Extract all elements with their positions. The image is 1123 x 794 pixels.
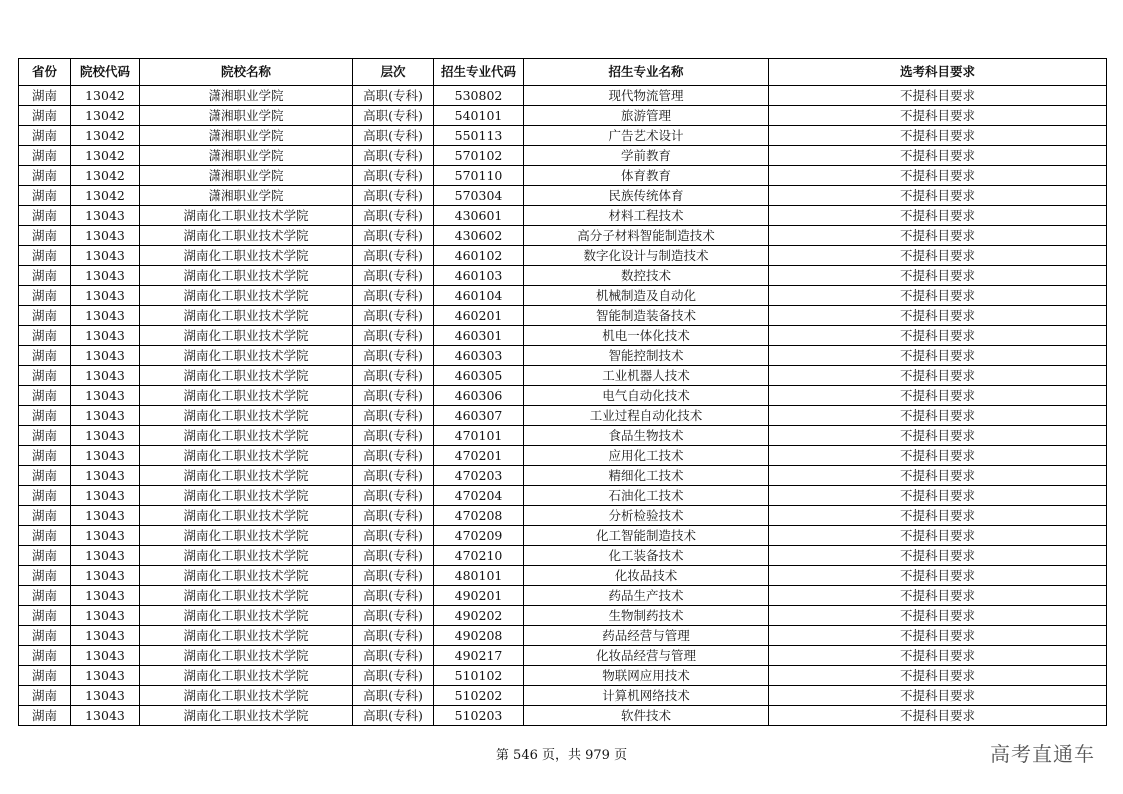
cell-major-code: 470101 (434, 426, 524, 446)
cell-major-code: 530802 (434, 86, 524, 106)
cell-subject-requirement: 不提科目要求 (769, 326, 1107, 346)
cell-school-code: 13043 (71, 606, 140, 626)
cell-school-code: 13043 (71, 426, 140, 446)
cell-major-name: 现代物流管理 (524, 86, 769, 106)
cell-subject-requirement: 不提科目要求 (769, 386, 1107, 406)
table-row (19, 646, 1107, 666)
cell-major-name: 生物制药技术 (524, 606, 769, 626)
cell-major-code: 460305 (434, 366, 524, 386)
cell-major-code: 460104 (434, 286, 524, 306)
cell-major-name: 广告艺术设计 (524, 126, 769, 146)
cell-level: 高职(专科) (353, 146, 434, 166)
page-number: 第 546 页，共 979 页 (495, 748, 628, 763)
table-row (19, 486, 1107, 506)
cell-school-code: 13043 (71, 366, 140, 386)
table-row (19, 306, 1107, 326)
watermark-logo: 高考直通车 (990, 742, 1095, 766)
cell-province: 湖南 (19, 626, 71, 646)
cell-province: 湖南 (19, 686, 71, 706)
cell-school-name: 湖南化工职业技术学院 (140, 506, 353, 526)
cell-school-code: 13043 (71, 306, 140, 326)
cell-major-code: 510203 (434, 706, 524, 726)
cell-province: 湖南 (19, 366, 71, 386)
cell-school-name: 湖南化工职业技术学院 (140, 346, 353, 366)
table-row (19, 346, 1107, 366)
cell-subject-requirement: 不提科目要求 (769, 506, 1107, 526)
cell-level: 高职(专科) (353, 266, 434, 286)
cell-subject-requirement: 不提科目要求 (769, 466, 1107, 486)
cell-major-name: 材料工程技术 (524, 206, 769, 226)
admission-table (18, 58, 1107, 726)
header-major-name: 招生专业名称 (524, 59, 769, 86)
cell-level: 高职(专科) (353, 206, 434, 226)
header-major-code: 招生专业代码 (434, 59, 524, 86)
cell-school-code: 13043 (71, 446, 140, 466)
cell-level: 高职(专科) (353, 466, 434, 486)
cell-province: 湖南 (19, 266, 71, 286)
table-row (19, 206, 1107, 226)
cell-school-code: 13043 (71, 486, 140, 506)
cell-major-name: 学前教育 (524, 146, 769, 166)
cell-school-name: 湖南化工职业技术学院 (140, 626, 353, 646)
table-row (19, 566, 1107, 586)
cell-level: 高职(专科) (353, 166, 434, 186)
cell-province: 湖南 (19, 306, 71, 326)
cell-major-code: 550113 (434, 126, 524, 146)
table-row (19, 386, 1107, 406)
cell-major-code: 570102 (434, 146, 524, 166)
cell-level: 高职(专科) (353, 546, 434, 566)
table-row (19, 126, 1107, 146)
cell-major-name: 应用化工技术 (524, 446, 769, 466)
cell-school-name: 湖南化工职业技术学院 (140, 566, 353, 586)
cell-school-code: 13043 (71, 266, 140, 286)
cell-subject-requirement: 不提科目要求 (769, 426, 1107, 446)
cell-school-code: 13043 (71, 206, 140, 226)
cell-level: 高职(专科) (353, 506, 434, 526)
cell-school-code: 13043 (71, 706, 140, 726)
cell-school-code: 13043 (71, 626, 140, 646)
cell-school-name: 湖南化工职业技术学院 (140, 266, 353, 286)
cell-major-code: 430601 (434, 206, 524, 226)
cell-school-name: 湖南化工职业技术学院 (140, 706, 353, 726)
cell-province: 湖南 (19, 126, 71, 146)
cell-province: 湖南 (19, 606, 71, 626)
table-row (19, 226, 1107, 246)
table-row (19, 526, 1107, 546)
cell-major-code: 460303 (434, 346, 524, 366)
cell-major-name: 工业过程自动化技术 (524, 406, 769, 426)
cell-major-name: 药品经营与管理 (524, 626, 769, 646)
cell-province: 湖南 (19, 506, 71, 526)
cell-level: 高职(专科) (353, 186, 434, 206)
header-school-code: 院校代码 (71, 59, 140, 86)
cell-major-code: 430602 (434, 226, 524, 246)
cell-level: 高职(专科) (353, 446, 434, 466)
cell-province: 湖南 (19, 406, 71, 426)
cell-major-code: 470204 (434, 486, 524, 506)
cell-school-name: 湖南化工职业技术学院 (140, 486, 353, 506)
cell-level: 高职(专科) (353, 666, 434, 686)
cell-province: 湖南 (19, 526, 71, 546)
cell-major-name: 计算机网络技术 (524, 686, 769, 706)
cell-level: 高职(专科) (353, 646, 434, 666)
cell-school-name: 湖南化工职业技术学院 (140, 586, 353, 606)
cell-school-code: 13042 (71, 126, 140, 146)
table-row (19, 246, 1107, 266)
cell-school-code: 13043 (71, 546, 140, 566)
header-province: 省份 (19, 59, 71, 86)
cell-school-code: 13042 (71, 186, 140, 206)
cell-school-name: 湖南化工职业技术学院 (140, 226, 353, 246)
cell-level: 高职(专科) (353, 566, 434, 586)
cell-province: 湖南 (19, 386, 71, 406)
table-row (19, 406, 1107, 426)
cell-major-code: 460103 (434, 266, 524, 286)
table-row (19, 106, 1107, 126)
table-row (19, 146, 1107, 166)
cell-major-name: 数字化设计与制造技术 (524, 246, 769, 266)
cell-major-name: 工业机器人技术 (524, 366, 769, 386)
cell-school-name: 潇湘职业学院 (140, 166, 353, 186)
header-school-name: 院校名称 (140, 59, 353, 86)
table-row (19, 366, 1107, 386)
cell-province: 湖南 (19, 346, 71, 366)
cell-school-name: 湖南化工职业技术学院 (140, 206, 353, 226)
cell-major-code: 490208 (434, 626, 524, 646)
cell-school-name: 湖南化工职业技术学院 (140, 446, 353, 466)
cell-school-code: 13043 (71, 326, 140, 346)
cell-major-name: 石油化工技术 (524, 486, 769, 506)
cell-major-name: 数控技术 (524, 266, 769, 286)
cell-school-code: 13043 (71, 686, 140, 706)
cell-major-name: 高分子材料智能制造技术 (524, 226, 769, 246)
cell-major-code: 460307 (434, 406, 524, 426)
cell-major-code: 490202 (434, 606, 524, 626)
table-row (19, 606, 1107, 626)
header-level: 层次 (353, 59, 434, 86)
cell-major-code: 510102 (434, 666, 524, 686)
cell-major-code: 490217 (434, 646, 524, 666)
table-row (19, 686, 1107, 706)
cell-subject-requirement: 不提科目要求 (769, 266, 1107, 286)
cell-school-code: 13043 (71, 586, 140, 606)
table-row (19, 586, 1107, 606)
cell-school-code: 13043 (71, 226, 140, 246)
table-row (19, 266, 1107, 286)
cell-province: 湖南 (19, 586, 71, 606)
cell-major-code: 490201 (434, 586, 524, 606)
cell-major-name: 药品生产技术 (524, 586, 769, 606)
table-row (19, 706, 1107, 726)
header-row (19, 59, 1107, 86)
cell-school-name: 潇湘职业学院 (140, 186, 353, 206)
cell-province: 湖南 (19, 206, 71, 226)
cell-subject-requirement: 不提科目要求 (769, 526, 1107, 546)
cell-school-name: 潇湘职业学院 (140, 86, 353, 106)
cell-province: 湖南 (19, 466, 71, 486)
cell-major-code: 460201 (434, 306, 524, 326)
cell-major-code: 460301 (434, 326, 524, 346)
table-row (19, 186, 1107, 206)
cell-level: 高职(专科) (353, 226, 434, 246)
header-subject-requirement: 选考科目要求 (769, 59, 1107, 86)
cell-subject-requirement: 不提科目要求 (769, 486, 1107, 506)
cell-major-code: 470201 (434, 446, 524, 466)
cell-major-name: 智能控制技术 (524, 346, 769, 366)
table-row (19, 506, 1107, 526)
table-row (19, 86, 1107, 106)
table-row (19, 626, 1107, 646)
cell-province: 湖南 (19, 566, 71, 586)
cell-level: 高职(专科) (353, 406, 434, 426)
cell-province: 湖南 (19, 246, 71, 266)
cell-major-name: 旅游管理 (524, 106, 769, 126)
cell-school-name: 湖南化工职业技术学院 (140, 526, 353, 546)
cell-province: 湖南 (19, 186, 71, 206)
cell-subject-requirement: 不提科目要求 (769, 206, 1107, 226)
cell-school-name: 湖南化工职业技术学院 (140, 326, 353, 346)
cell-level: 高职(专科) (353, 606, 434, 626)
cell-school-name: 湖南化工职业技术学院 (140, 366, 353, 386)
cell-school-code: 13042 (71, 106, 140, 126)
cell-major-name: 电气自动化技术 (524, 386, 769, 406)
cell-major-name: 软件技术 (524, 706, 769, 726)
cell-province: 湖南 (19, 86, 71, 106)
cell-school-name: 湖南化工职业技术学院 (140, 406, 353, 426)
cell-school-code: 13043 (71, 286, 140, 306)
cell-subject-requirement: 不提科目要求 (769, 626, 1107, 646)
table-row (19, 546, 1107, 566)
cell-major-name: 精细化工技术 (524, 466, 769, 486)
cell-level: 高职(专科) (353, 586, 434, 606)
cell-subject-requirement: 不提科目要求 (769, 186, 1107, 206)
cell-school-name: 湖南化工职业技术学院 (140, 246, 353, 266)
cell-subject-requirement: 不提科目要求 (769, 226, 1107, 246)
cell-level: 高职(专科) (353, 286, 434, 306)
cell-subject-requirement: 不提科目要求 (769, 566, 1107, 586)
cell-subject-requirement: 不提科目要求 (769, 646, 1107, 666)
cell-level: 高职(专科) (353, 486, 434, 506)
cell-school-name: 湖南化工职业技术学院 (140, 686, 353, 706)
cell-province: 湖南 (19, 546, 71, 566)
cell-level: 高职(专科) (353, 306, 434, 326)
table-row (19, 446, 1107, 466)
cell-subject-requirement: 不提科目要求 (769, 546, 1107, 566)
cell-school-code: 13043 (71, 526, 140, 546)
cell-major-name: 体育教育 (524, 166, 769, 186)
cell-subject-requirement: 不提科目要求 (769, 606, 1107, 626)
cell-province: 湖南 (19, 146, 71, 166)
cell-major-code: 470209 (434, 526, 524, 546)
cell-major-code: 540101 (434, 106, 524, 126)
cell-major-name: 化妆品技术 (524, 566, 769, 586)
table-row (19, 286, 1107, 306)
cell-major-name: 化工装备技术 (524, 546, 769, 566)
cell-school-name: 湖南化工职业技术学院 (140, 546, 353, 566)
cell-school-name: 湖南化工职业技术学院 (140, 386, 353, 406)
cell-province: 湖南 (19, 426, 71, 446)
cell-level: 高职(专科) (353, 106, 434, 126)
cell-subject-requirement: 不提科目要求 (769, 706, 1107, 726)
cell-school-name: 潇湘职业学院 (140, 126, 353, 146)
cell-subject-requirement: 不提科目要求 (769, 126, 1107, 146)
cell-school-name: 潇湘职业学院 (140, 106, 353, 126)
cell-subject-requirement: 不提科目要求 (769, 166, 1107, 186)
cell-school-code: 13043 (71, 466, 140, 486)
table-row (19, 166, 1107, 186)
table-row (19, 466, 1107, 486)
cell-school-code: 13042 (71, 166, 140, 186)
cell-level: 高职(专科) (353, 706, 434, 726)
cell-subject-requirement: 不提科目要求 (769, 246, 1107, 266)
cell-major-code: 460306 (434, 386, 524, 406)
cell-province: 湖南 (19, 666, 71, 686)
cell-province: 湖南 (19, 646, 71, 666)
cell-major-name: 机电一体化技术 (524, 326, 769, 346)
cell-major-code: 570304 (434, 186, 524, 206)
cell-level: 高职(专科) (353, 326, 434, 346)
cell-major-name: 食品生物技术 (524, 426, 769, 446)
cell-province: 湖南 (19, 166, 71, 186)
cell-major-name: 民族传统体育 (524, 186, 769, 206)
table-body (19, 86, 1107, 726)
cell-subject-requirement: 不提科目要求 (769, 146, 1107, 166)
table-header (19, 59, 1107, 86)
cell-school-code: 13042 (71, 146, 140, 166)
cell-school-code: 13042 (71, 86, 140, 106)
cell-province: 湖南 (19, 326, 71, 346)
cell-school-name: 湖南化工职业技术学院 (140, 426, 353, 446)
cell-school-code: 13043 (71, 566, 140, 586)
cell-province: 湖南 (19, 706, 71, 726)
cell-major-name: 智能制造装备技术 (524, 306, 769, 326)
cell-province: 湖南 (19, 446, 71, 466)
cell-province: 湖南 (19, 226, 71, 246)
cell-subject-requirement: 不提科目要求 (769, 686, 1107, 706)
cell-level: 高职(专科) (353, 426, 434, 446)
cell-level: 高职(专科) (353, 86, 434, 106)
cell-subject-requirement: 不提科目要求 (769, 366, 1107, 386)
cell-subject-requirement: 不提科目要求 (769, 406, 1107, 426)
cell-major-name: 机械制造及自动化 (524, 286, 769, 306)
cell-school-code: 13043 (71, 346, 140, 366)
cell-subject-requirement: 不提科目要求 (769, 666, 1107, 686)
cell-province: 湖南 (19, 286, 71, 306)
cell-major-code: 470203 (434, 466, 524, 486)
cell-level: 高职(专科) (353, 346, 434, 366)
cell-school-name: 湖南化工职业技术学院 (140, 286, 353, 306)
cell-school-name: 潇湘职业学院 (140, 146, 353, 166)
cell-major-code: 470210 (434, 546, 524, 566)
cell-major-name: 化工智能制造技术 (524, 526, 769, 546)
cell-major-code: 480101 (434, 566, 524, 586)
cell-school-name: 湖南化工职业技术学院 (140, 666, 353, 686)
cell-level: 高职(专科) (353, 526, 434, 546)
cell-level: 高职(专科) (353, 686, 434, 706)
cell-school-code: 13043 (71, 666, 140, 686)
cell-level: 高职(专科) (353, 126, 434, 146)
cell-major-name: 化妆品经营与管理 (524, 646, 769, 666)
cell-school-code: 13043 (71, 386, 140, 406)
cell-school-name: 湖南化工职业技术学院 (140, 606, 353, 626)
cell-major-code: 460102 (434, 246, 524, 266)
cell-subject-requirement: 不提科目要求 (769, 346, 1107, 366)
cell-major-name: 物联网应用技术 (524, 666, 769, 686)
cell-major-code: 510202 (434, 686, 524, 706)
cell-school-code: 13043 (71, 406, 140, 426)
table-row (19, 326, 1107, 346)
cell-subject-requirement: 不提科目要求 (769, 106, 1107, 126)
cell-major-code: 570110 (434, 166, 524, 186)
cell-subject-requirement: 不提科目要求 (769, 86, 1107, 106)
cell-level: 高职(专科) (353, 366, 434, 386)
cell-school-code: 13043 (71, 646, 140, 666)
cell-subject-requirement: 不提科目要求 (769, 286, 1107, 306)
cell-school-code: 13043 (71, 506, 140, 526)
cell-school-name: 湖南化工职业技术学院 (140, 466, 353, 486)
cell-subject-requirement: 不提科目要求 (769, 586, 1107, 606)
cell-level: 高职(专科) (353, 626, 434, 646)
cell-major-name: 分析检验技术 (524, 506, 769, 526)
cell-school-name: 湖南化工职业技术学院 (140, 306, 353, 326)
table-row (19, 666, 1107, 686)
cell-level: 高职(专科) (353, 386, 434, 406)
cell-subject-requirement: 不提科目要求 (769, 306, 1107, 326)
cell-major-code: 470208 (434, 506, 524, 526)
cell-level: 高职(专科) (353, 246, 434, 266)
cell-province: 湖南 (19, 486, 71, 506)
cell-subject-requirement: 不提科目要求 (769, 446, 1107, 466)
table-row (19, 426, 1107, 446)
cell-school-name: 湖南化工职业技术学院 (140, 646, 353, 666)
cell-school-code: 13043 (71, 246, 140, 266)
cell-province: 湖南 (19, 106, 71, 126)
